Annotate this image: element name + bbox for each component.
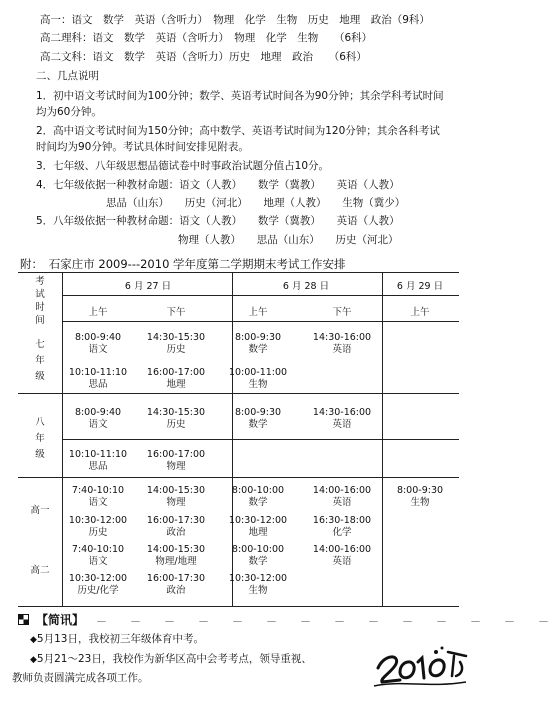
exam-cell [136,544,216,568]
date-june-27: 6 月 27 日 [124,281,172,292]
corner-char: 间 [35,315,45,326]
note-4-line-1: 4．七年级依据一种教材命题：语文（人教） 数学（冀教） 英语（人教） [36,179,400,191]
exam-time: 16:00-17:00 [146,449,206,460]
exam-time: 10:30-12:00 [228,573,288,584]
schedule-title: 附： 石家庄市 2009---2010 学年度第二学期期末考试工作安排 [20,257,346,271]
grade-char: 八 [35,417,45,428]
exam-subject: 语文 [88,419,108,430]
bullet-icon: ◆ [30,655,37,665]
grade-char: 级 [35,449,45,460]
exam-subject: 英语 [332,419,352,430]
note-4-line-2: 思品（山东） 历史（河北） 地理（人教） 生物（冀少） [106,197,406,209]
note-2-line-2: 时间均为90分钟。考试具体时间安排见附表。 [36,141,249,153]
exam-time: 10:30-12:00 [228,515,288,526]
exam-time: 10:10-11:10 [68,449,128,460]
exam-subject: 地理 [248,527,268,538]
exam-time: 14:00-15:30 [146,485,206,496]
exam-subject: 数学 [248,419,268,430]
grade-char: 七 [35,339,45,350]
exam-subject: 思品 [88,461,108,472]
corner-char: 考 [35,276,45,287]
subjects-g11-science: 高二理科：语文 数学 英语（含听力） 物理 化学 生物 （6科） [40,32,373,44]
exam-subject: 物理 [166,497,186,508]
exam-time: 10:10-11:10 [68,367,128,378]
exam-subject: 英语 [332,556,352,567]
exam-cell [302,544,382,568]
exam-subject: 语文 [88,497,108,508]
exam-schedule-table [18,272,459,607]
corner-char: 时 [35,302,45,313]
exam-subject: 语文 [88,344,108,355]
exam-time: 10:30-12:00 [68,515,128,526]
exam-time: 16:00-17:00 [146,367,206,378]
exam-subject: 数学 [248,556,268,567]
exam-cell [136,485,216,509]
exam-time: 10:00-11:00 [228,367,288,378]
exam-time: 8:00-10:00 [231,544,285,555]
exam-cell [380,485,460,509]
news-item-1: ◆5月13日，我校初三年级体育中考。 [30,633,204,645]
exam-subject: 生物 [248,379,268,390]
subjects-g11-arts: 高二文科：语文 数学 英语（含听力）历史 地理 政治 （6科） [40,51,367,63]
exam-time: 14:30-16:00 [312,407,372,418]
exam-subject: 数学 [248,497,268,508]
exam-cell [218,367,298,391]
header-afternoon: 下午 [166,307,186,318]
exam-cell [58,485,138,509]
decorative-logo-icon [370,642,470,690]
date-june-29: 6 月 29 日 [396,281,444,292]
exam-time: 14:00-16:00 [312,485,372,496]
date-june-28: 6 月 28 日 [282,281,330,292]
exam-time: 7:40-10:10 [71,485,125,496]
exam-cell [136,515,216,539]
exam-time: 8:00-10:00 [231,485,285,496]
exam-cell [136,407,216,431]
exam-cell [58,573,138,597]
exam-time: 8:00-9:30 [396,485,444,496]
exam-subject: 历史 [166,344,186,355]
exam-cell [218,407,298,431]
exam-cell [136,367,216,391]
news-divider: － － － － － － － － － － － － － － [96,615,555,628]
exam-subject: 历史 [88,527,108,538]
news-title: 【简讯】 [36,613,85,627]
news-item-2-cont: 教师负责圆满完成各项工作。 [12,672,149,684]
exam-cell [136,449,216,473]
grade-11-label: 高二 [30,565,50,576]
exam-cell [58,544,138,568]
exam-time: 8:00-9:40 [74,407,122,418]
header-morning: 上午 [88,307,108,318]
exam-cell [302,485,382,509]
exam-cell [218,485,298,509]
exam-time: 14:00-15:30 [146,544,206,555]
exam-time: 10:30-12:00 [68,573,128,584]
exam-cell [58,367,138,391]
grade-10-label: 高一 [30,505,50,516]
exam-cell [218,515,298,539]
exam-time: 14:00-16:00 [312,544,372,555]
exam-subject: 政治 [166,527,186,538]
checker-square-icon [18,614,29,625]
exam-time: 16:00-17:30 [146,515,206,526]
exam-subject: 政治 [166,585,186,596]
exam-cell [58,332,138,356]
exam-subject: 思品 [88,379,108,390]
exam-subject: 生物 [410,497,430,508]
exam-cell [218,332,298,356]
exam-time: 8:00-9:30 [234,407,282,418]
exam-subject: 历史/化学 [77,585,119,596]
bullet-icon: ◆ [30,635,37,645]
exam-time: 8:00-9:30 [234,332,282,343]
exam-cell [58,449,138,473]
grade-char: 年 [35,355,45,366]
header-afternoon: 下午 [332,307,352,318]
news-item-2: ◆5月21～23日，我校作为新华区高中会考考点，领导重视、 [30,653,312,665]
exam-time: 16:30-18:00 [312,515,372,526]
subjects-g10: 高一：语文 数学 英语（含听力） 物理 化学 生物 历史 地理 政治（9科） [40,14,430,26]
header-morning: 上午 [248,307,268,318]
note-5-line-1: 5．八年级依据一种教材命题：语文（人教） 数学（冀教） 英语（人教） [36,215,400,227]
exam-cell [302,332,382,356]
exam-cell [58,407,138,431]
header-morning: 上午 [410,307,430,318]
exam-subject: 地理 [166,379,186,390]
exam-subject: 历史 [166,419,186,430]
exam-cell [218,544,298,568]
exam-cell [136,573,216,597]
note-3: 3．七年级、八年级思想品德试卷中时事政治试题分值占10分。 [36,160,330,172]
note-5-line-2: 物理（人教） 思品（山东） 历史（河北） [178,234,399,246]
exam-time: 14:30-16:00 [312,332,372,343]
exam-time: 14:30-15:30 [146,332,206,343]
note-2-line-1: 2．高中语文考试时间为150分钟；高中数学、英语考试时间为120分钟；其余各科考试 [36,125,440,137]
exam-subject: 语文 [88,556,108,567]
exam-time: 16:00-17:30 [146,573,206,584]
exam-cell [58,515,138,539]
exam-cell [302,515,382,539]
grade-char: 年 [35,433,45,444]
exam-cell [218,573,298,597]
exam-time: 7:40-10:10 [71,544,125,555]
exam-subject: 数学 [248,344,268,355]
exam-subject: 物理/地理 [155,556,197,567]
note-1-line-1: 1．初中语文考试时间为100分钟；数学、英语考试时间各为90分钟；其余学科考试时间 [36,90,444,102]
exam-subject: 化学 [332,527,352,538]
exam-subject: 物理 [166,461,186,472]
exam-subject: 生物 [248,585,268,596]
note-1-line-2: 均为60分钟。 [36,106,102,118]
exam-cell [302,407,382,431]
exam-time: 8:00-9:40 [74,332,122,343]
grade-char: 级 [35,371,45,382]
notes-heading: 二、几点说明 [36,70,99,82]
exam-subject: 英语 [332,344,352,355]
exam-time: 14:30-15:30 [146,407,206,418]
corner-char: 试 [35,289,45,300]
exam-cell [136,332,216,356]
exam-subject: 英语 [332,497,352,508]
